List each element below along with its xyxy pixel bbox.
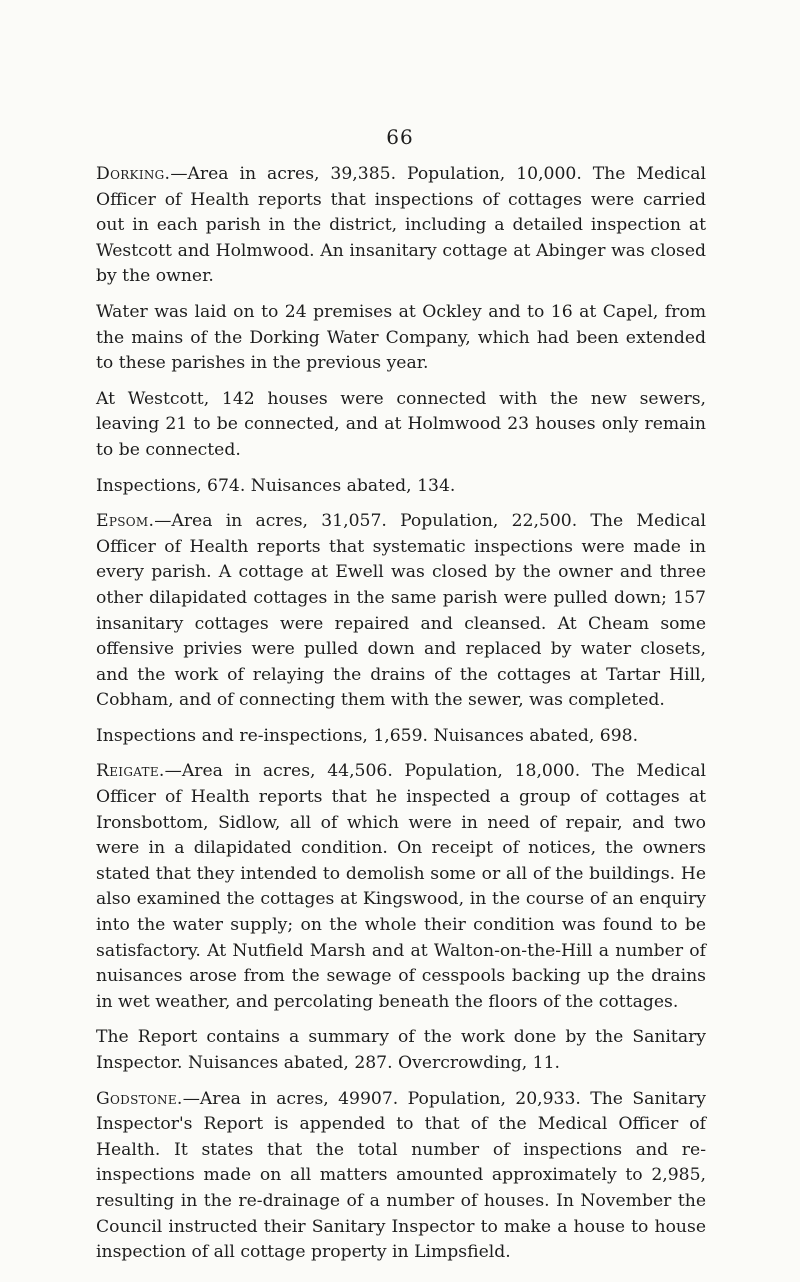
district-heading-epsom: Epsom.: [96, 511, 155, 532]
paragraph-text: —Area in acres, 49907. Population, 20,933. The Sanitary Inspector's Report is appended to that of the Medical Officer of Health. It states that the total number of inspections and re-inspections made on all matters amounted approximately to 2,985, resulting in the re-drainage of a number of houses. In November the Council instructed their Sanitary Inspector to make a house to house inspection of all cottage property in Limpsfield.: [96, 1088, 706, 1263]
paragraph-westcott: [96, 387, 706, 464]
paragraph-godstone: [96, 1087, 706, 1266]
paragraph-reigate: [96, 759, 706, 1015]
page-number: 66: [386, 125, 414, 149]
paragraph-dorking-stats: [96, 474, 706, 500]
district-heading-godstone: Godstone.: [96, 1088, 183, 1109]
paragraph-epsom: [96, 509, 706, 714]
paragraph-water: [96, 300, 706, 377]
district-heading-dorking: Dorking.: [96, 164, 171, 184]
paragraph-text: At Westcott, 142 houses were connected with the new sewers, leaving 21 to be connected, and at Holmwood 23 houses only remain to be connected.: [96, 388, 706, 460]
paragraph-epsom-stats: [96, 724, 706, 750]
paragraph-dorking: [96, 162, 706, 290]
paragraph-text: The Report contains a summary of the work done by the Sanitary Inspector. Nuisances abated, 287. Overcrowding, 11.: [96, 1027, 706, 1073]
paragraph-reigate-stats: [96, 1025, 706, 1076]
paragraph-text: —Area in acres, 31,057. Population, 22,500. The Medical Officer of Health reports that systematic inspections were made in every parish. A cottage at Ewell was closed by the owner and three other dilapidated cottages in the same parish were pulled down; 157 insanitary cottages were repaired and cleansed. At Cheam some offensive privies were pulled down and replaced by water closets, and the work of relaying the drains of the cottages at Tartar Hill, Cobham, and of connecting them with the sewer, was completed.: [96, 511, 706, 711]
district-heading-reigate: Reigate.: [96, 761, 165, 782]
body-text: [96, 162, 706, 1276]
paragraph-text: Water was laid on to 24 premises at Ockley and to 16 at Capel, from the mains of the Dorking Water Company, which had been extended to these parishes in the previous year.: [96, 301, 706, 374]
paragraph-text: —Area in acres, 44,506. Population, 18,000. The Medical Officer of Health reports that he inspected a group of cottages at Ironsbottom, Sidlow, all of which were in need of repair, and two were in a dilapidated condition. On receipt of notices, the owners stated that they intended to demolish some or all of the buildings. He also examined the cottages at Kingswood, in the course of an enquiry into the water supply; on the whole their condition was found to be satisfactory. At Nutfield Marsh and at Walton-on-the-Hill a number of nuisances arose from the sewage of cesspools backing up the drains in wet weather, and percolating beneath the floors of the cottages.: [96, 761, 706, 1012]
paragraph-text: Inspections, 674. Nuisances abated, 134.: [96, 475, 456, 496]
paragraph-text: Inspections and re-inspections, 1,659. Nuisances abated, 698.: [96, 725, 639, 746]
paragraph-text: —Area in acres, 39,385. Population, 10,000. The Medical Officer of Health reports that inspections of cottages were carried out in each parish in the district, including a detailed inspection at Westcott and Holmwood. An insanitary cottage at Abinger was closed by the owner.: [96, 164, 706, 287]
